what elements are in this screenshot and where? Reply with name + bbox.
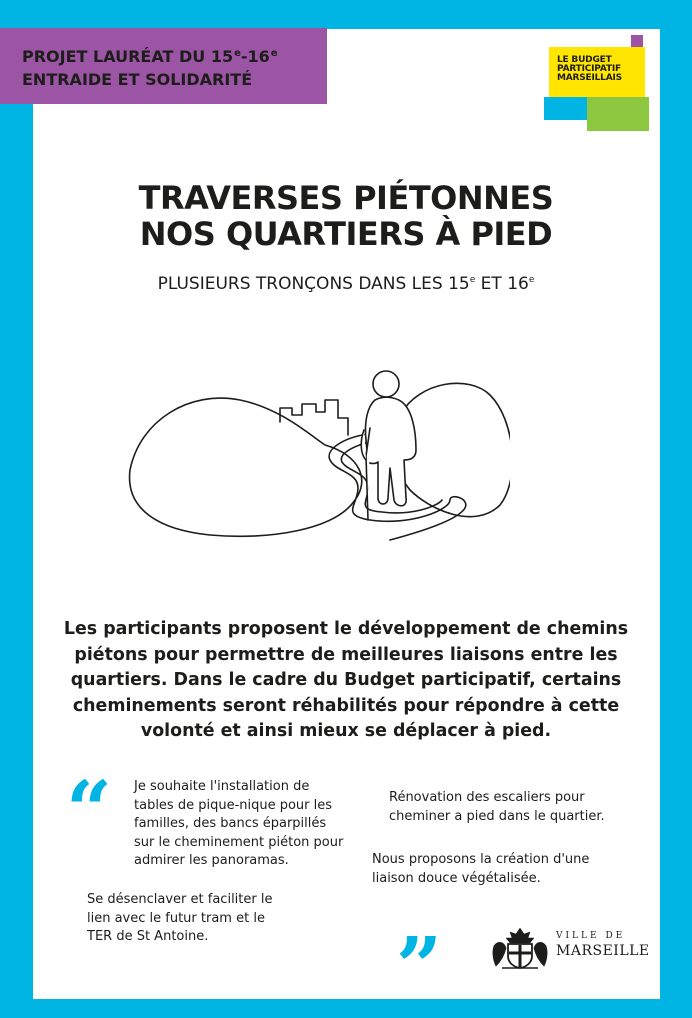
citizen-quote-2: Rénovation des escaliers pour cheminer a pied dans le quartier.: [389, 790, 605, 824]
intro-line: Les participants proposent le développement de chemins: [63, 619, 629, 639]
ville-de-marseille-logo: [490, 926, 650, 970]
logo-text-line-3: MARSEILLAIS: [557, 73, 622, 83]
walker-hills-illustration: [120, 360, 510, 560]
open-quote-icon: “: [66, 763, 113, 857]
intro-line: cheminements seront réhabilités pour répondre à cette: [72, 695, 620, 716]
page-subtitle: PLUSIEURS TRONÇONS DANS LES 15e ET 16e: [157, 274, 535, 294]
citizen-quote-3: Nous proposons la création d'une liaison douce végétalisée.: [372, 852, 590, 886]
left-hill: [130, 398, 362, 536]
page-title: [0, 180, 692, 252]
laureate-banner: [0, 28, 327, 104]
logo-purple-square: [631, 35, 643, 47]
citizen-quote-4: Se désenclaver et faciliter le lien avec le futur tram et le TER de St Antoine.: [87, 892, 273, 944]
title-line-2: NOS QUARTIERS À PIED: [139, 215, 553, 253]
logo-yellow-block: [549, 47, 645, 97]
walker-figure: [361, 371, 416, 520]
intro-line: volonté et ainsi mieux se déplacer à pied.: [140, 721, 552, 741]
intro-paragraph: [60, 617, 632, 745]
laureate-line-1: PROJET LAURÉAT DU 15e-16e: [22, 47, 278, 66]
citizen-quote-1: Je souhaite l'installation de tables de pique-nique pour les familles, des bancs éparpillés sur le cheminement piéton pour admirer les panoramas.: [134, 779, 344, 868]
laureate-line-2: ENTRAIDE ET SOLIDARITÉ: [22, 70, 253, 89]
close-quote-icon: ”: [396, 919, 443, 1013]
ville-de-label: VILLE DE: [556, 931, 626, 941]
logo-text-line-1: LE BUDGET: [557, 55, 612, 65]
title-line-1: TRAVERSES PIÉTONNES: [138, 179, 554, 217]
logo-text-line-2: PARTICIPATIF: [557, 64, 621, 74]
marseille-label: MARSEILLE: [556, 943, 650, 959]
logo-green-block: [587, 97, 649, 131]
intro-line: quartiers. Dans le cadre du Budget participatif, certains: [70, 670, 622, 690]
budget-participatif-logo: [544, 35, 650, 131]
marseille-crest-icon: [490, 926, 550, 970]
intro-line: piétons pour permettre de meilleures liaisons entre les: [74, 644, 618, 665]
